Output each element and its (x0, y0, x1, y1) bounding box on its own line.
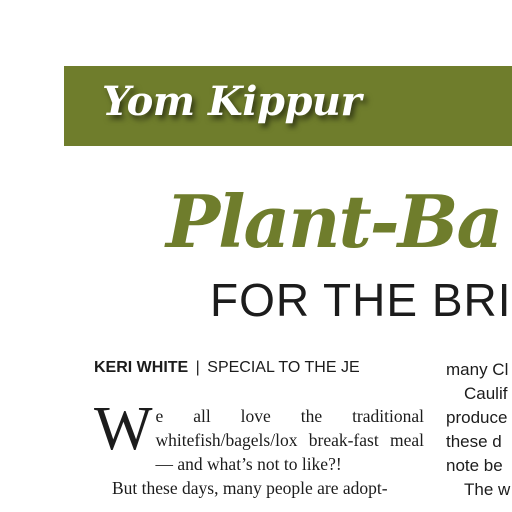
paragraph-1-text: e all love the traditional whitefish/bagels/lox break-fast meal — and what’s not to like?! (155, 406, 424, 474)
article-paragraph-2: But these days, many people are adopt- (112, 478, 388, 498)
byline (94, 358, 360, 378)
drop-cap: W (94, 395, 153, 463)
article-column-2 (446, 358, 512, 502)
byline-outlet: SPECIAL TO THE JE (207, 359, 360, 376)
column-2-line: note be (446, 456, 503, 475)
article-paragraph-1 (94, 395, 424, 476)
column-2-line: Caulif (464, 384, 508, 403)
article-subheadline: FOR THE BRI (210, 274, 512, 326)
article-column-1 (94, 395, 424, 500)
section-title: Yom Kippur (102, 78, 362, 125)
column-2-line: The w (464, 480, 511, 499)
byline-separator: | (195, 359, 200, 376)
column-2-line: many Cl (446, 360, 509, 379)
section-banner (64, 66, 512, 146)
article-headline: Plant-Ba (166, 179, 502, 264)
byline-author: KERI WHITE (94, 359, 189, 376)
column-2-line: these d (446, 432, 502, 451)
column-2-line: produce (446, 408, 508, 427)
